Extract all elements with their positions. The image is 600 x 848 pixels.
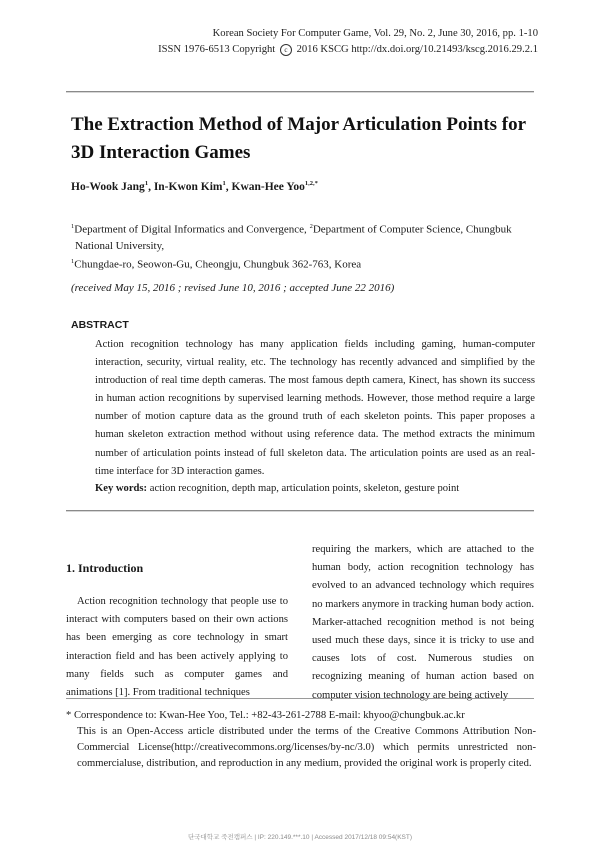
journal-issn-line	[158, 42, 538, 58]
affiliation-address: Chungdae-ro, Seowon-Gu, Cheongju, Chungbuk 362-763, Korea	[74, 258, 362, 271]
journal-citation: Korean Society For Computer Game, Vol. 29, No. 2, June 30, 2016, pp. 1-10	[212, 28, 538, 39]
keywords-text: action recognition, depth map, articulation points, skeleton, gesture point	[147, 483, 460, 494]
author-sep: ,	[148, 180, 154, 193]
affiliation-sup: 1	[71, 257, 75, 265]
journal-header	[158, 26, 538, 57]
header-divider	[66, 91, 534, 92]
affiliation-sup: 2	[309, 223, 313, 230]
author-name: Kwan-Hee Yoo	[231, 180, 305, 193]
paper-title: The Extraction Method of Major Articulation Points for 3D Interaction Games	[71, 114, 526, 163]
keywords-label: Key words:	[95, 483, 148, 494]
correspondence-footnote	[66, 708, 536, 772]
affiliation-text: Department of Computer Science, Chungbuk	[312, 223, 512, 236]
affiliation-line	[71, 219, 541, 238]
doi-text: 2016 KSCG http://dx.doi.org/10.21493/kscg.2016.29.2.1	[296, 43, 538, 55]
intro-right-column: requiring the markers, which are attached to the human body, action recognition technology has evolved to an advanced technology which requires no markers anymore in tracking human body action. Marker-attached recognition method is not being used much these days, since it is tricky to use and causes lots of cost. Numerous studies on recognizing meaning of human action based on computer vision technology are being actively	[312, 544, 534, 701]
affiliation-line	[71, 254, 541, 273]
affiliation-sup: 1	[71, 223, 75, 230]
author-sup: 1	[222, 180, 226, 187]
author-sep: ,	[225, 180, 232, 193]
affiliation-text: Department of Digital Informatics and Convergence,	[74, 223, 310, 236]
affiliation-text: National University,	[75, 239, 165, 252]
correspondence-line: * Correspondence to: Kwan-Hee Yoo, Tel.: +82-43-261-2788 E-mail: khyoo@chungbuk.ac.kr	[66, 710, 465, 721]
abstract-divider	[66, 510, 534, 511]
affiliation-line	[71, 238, 541, 254]
author-list	[71, 180, 318, 193]
abstract-heading: ABSTRACT	[71, 319, 129, 331]
abstract-text: Action recognition technology has many application fields including gaming, human-computer interaction, security, virtual reality, etc. The technology has recently advanced and simplified by the introduction of real time depth cameras. The most famous depth camera, Kinect, has shown its success in human action recognitions by supervised learning methods. However, those method require a large number of motion capture data as the ground truth of each skeleton points. This paper proposes a human skeleton extraction method without using reference data. The method extracts the minimum number of articulation points instead of full skeleton data. The articulation points are used as an real-time interface for 3D interaction games.	[95, 339, 535, 477]
received-dates: (received May 15, 2016 ; revised June 10, 2016 ; accepted June 22 2016)	[71, 282, 395, 294]
affiliations	[71, 219, 541, 272]
intro-left-column: Action recognition technology that people use to interact with computers based on their own actions has been emerging as core technology in smart interaction field and has been actively applying to many fields such as computer games and animations [1]. From traditional techniques	[66, 596, 288, 699]
section-heading-introduction: 1. Introduction	[66, 561, 144, 575]
license-text: This is an Open-Access article distributed under the terms of the Creative Commons Attribution Non-Commercial License(http://creativecommons.org/licenses/by-nc/3.0) which permits unrestricted non-commercialuse, distribution, and reproduction in any medium, provided the original work is properly cited.	[77, 726, 536, 769]
copyright-icon: c	[280, 44, 292, 56]
author-name: Ho-Wook Jang	[71, 180, 145, 193]
author-name: In-Kwon Kim	[153, 180, 223, 193]
issn-copyright-text: ISSN 1976-6513 Copyright	[158, 43, 276, 55]
keywords	[95, 483, 459, 494]
access-watermark: 단국대학교 죽전캠퍼스 | IP: 220.149.***.10 | Accessed 2017/12/18 09:54(KST)	[187, 834, 413, 841]
footnote-divider	[66, 698, 534, 699]
author-sup: 1	[144, 180, 149, 187]
author-sup: 1,2,*	[304, 180, 318, 187]
